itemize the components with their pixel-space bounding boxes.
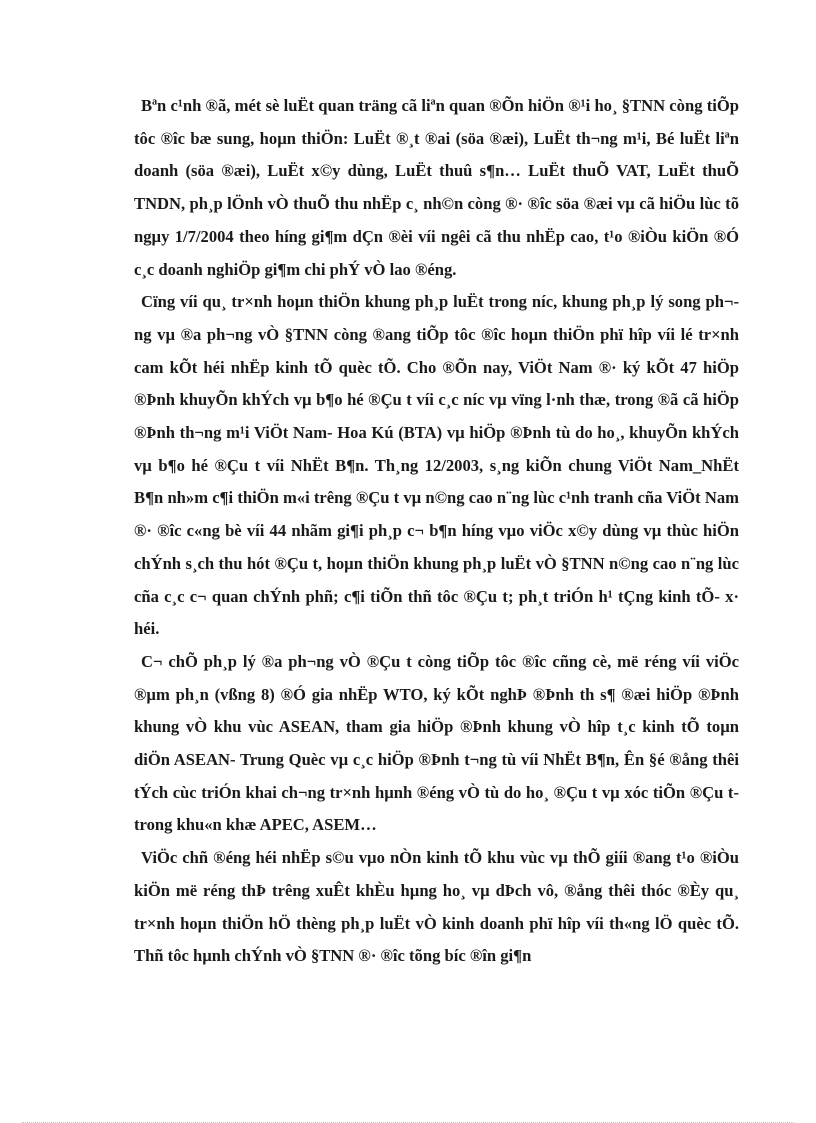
body-text (134, 90, 739, 973)
paragraph-4: ViÖc chñ ®éng héi nhËp s©u vµo nÒn kinh tÕ khu vùc vµ thÕ giíi ®ang t¹o ®iÒu kiÖn më réng thÞ trêng xuÊt khÈu hµng ho¸ vµ dÞch vô, ®ång thêi thóc ®Èy qu¸ tr×nh hoµn thiÖn hÖ thèng ph¸p luËt vÒ kinh doanh phï hîp víi th«ng lÖ quèc tÕ. Thñ tôc hµnh chÝnh vÒ §TNN ®· ®îc tõng bíc ®în gi¶n (134, 848, 739, 966)
paragraph-3: C¬ chÕ ph¸p lý ®a ph¬ng vÒ ®Çu t còng tiÕp tôc ®îc cñng cè, më réng víi viÖc ®µm ph¸n (vßng 8) ®Ó gia nhËp WTO, ký kÕt nghÞ ®Þnh th s¶ ®æi hiÖp ®Þnh khung vÒ khu vùc ASEAN, tham gia hiÖp ®Þnh khung vÒ hîp t¸c kinh tÕ toµn diÖn ASEAN- Trung Quèc vµ c¸c hiÖp ®Þnh t¬ng tù víi NhËt B¶n, Ên §é ®ång thêi tÝch cùc triÓn khai ch¬ng tr×nh hµnh ®éng vÒ tù do ho¸ ®Çu t vµ xóc tiÕn ®Çu t trong khu«n khæ APEC, ASEM… (134, 651, 739, 835)
paragraph-1: Bªn c¹nh ®ã, mét sè luËt quan träng cã liªn quan ®Õn hiÖn ®¹i ho¸ §TNN còng tiÕp tôc ®îc bæ sung, hoµn thiÖn: LuËt ®¸t ®ai (söa ®æi), LuËt th¬ng m¹i, Bé luËt liªn doanh (söa ®æi), LuËt x©y dùng, LuËt thuû s¶n… LuËt thuÕ VAT, LuËt thuÕ TNDN, ph¸p lÖnh vÒ thuÕ thu nhËp c¸ nh©n còng ®· ®îc söa ®æi vµ cã hiÖu lùc tõ ngµy 1/7/2004 theo híng gi¶m dÇn ®èi víi ngêi cã thu nhËp cao, t¹o ®iÒu kiÖn ®Ó c¸c doanh nghiÖp gi¶m chi phÝ vÒ lao ®éng. (134, 96, 739, 279)
paragraph-2: Cïng víi qu¸ tr×nh hoµn thiÖn khung ph¸p luËt trong níc, khung ph¸p lý song ph¬ng vµ ®a ph¬ng vÒ §TNN còng ®ang tiÕp tôc ®îc hoµn thiÖn phï hîp víi lé tr×nh cam kÕt héi nhËp kinh tÕ quèc tÕ. Cho ®Õn nay, ViÖt Nam ®· ký kÕt 47 hiÖp ®Þnh khuyÕn khÝch vµ b¶o hé ®Çu t víi c¸c níc vµ vïng l·nh thæ, trong ®ã cã hiÖp ®Þnh th¬ng m¹i ViÖt Nam- Hoa Kú (BTA) vµ hiÖp ®Þnh tù do ho¸, khuyÕn khÝch vµ b¶o hé ®Çu t víi NhËt B¶n. Th¸ng 12/2003, s¸ng kiÕn chung ViÖt Nam_NhËt B¶n nh»m c¶i thiÖn m«i trêng ®Çu t vµ n©ng cao n¨ng lùc c¹nh tranh cña ViÖt Nam ®· ®îc c«ng bè víi 44 nhãm gi¶i ph¸p c¬ b¶n híng vµo viÖc x©y dùng vµ thùc hiÖn chÝnh s¸ch thu hót ®Çu t, hoµn thiÖn khung ph¸p luËt vÒ §TNN n©ng cao n¨ng lùc cña c¸c c¬ quan chÝnh phñ; c¶i tiÕn thñ tôc ®Çu t; ph¸t triÓn h¹ tÇng kinh tÕ- x· héi. (134, 292, 739, 639)
